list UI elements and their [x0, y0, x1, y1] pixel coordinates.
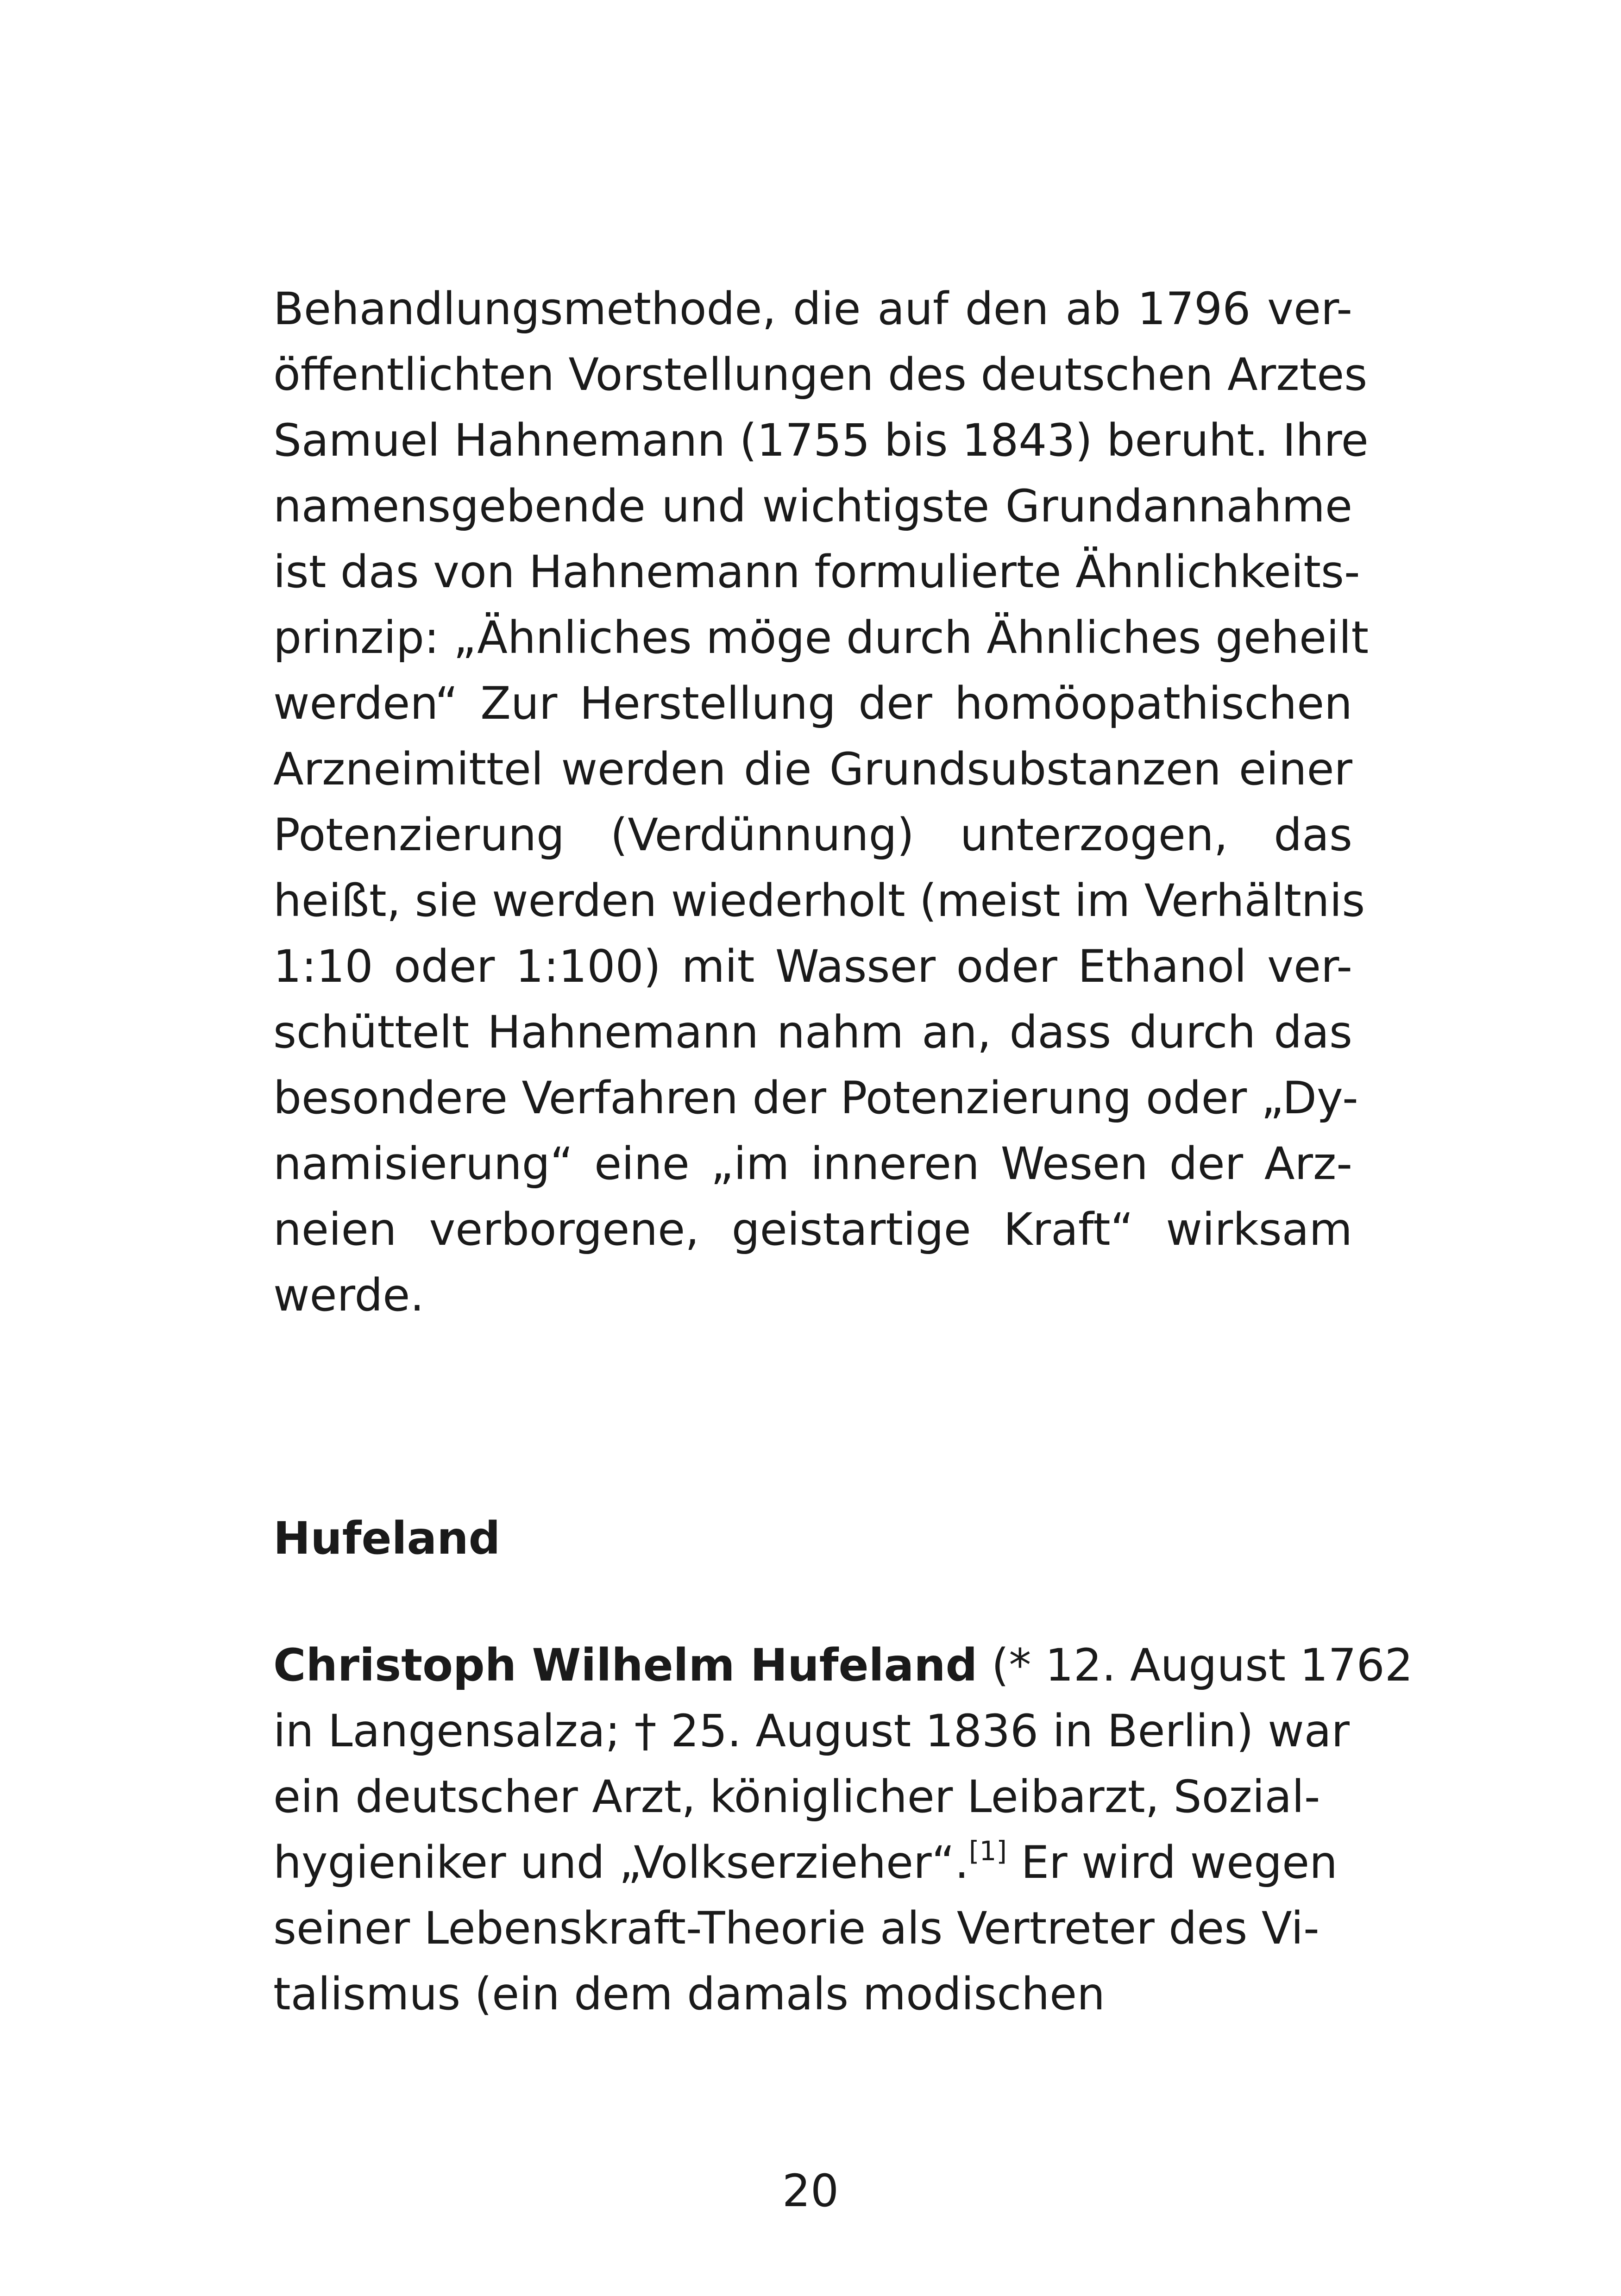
text-line: Behandlungsmethode, die auf den ab 1796 ver- — [273, 283, 1352, 335]
text-line: namensgebende und wichtigste Grundannahme — [273, 480, 1352, 532]
text-line: werde. — [273, 1269, 424, 1321]
text-line — [273, 1632, 1413, 1698]
text-line: seiner Lebenskraft-Theorie als Vertreter des Vi- — [273, 1902, 1319, 1954]
bio-paragraph — [273, 1632, 1413, 2027]
text-line: ist das von Hahnemann formulierte Ähnlichkeits- — [273, 546, 1360, 598]
text-line: heißt, sie werden wiederholt (meist im Verhältnis — [273, 875, 1365, 927]
text-line: talismus (ein dem damals modischen — [273, 1968, 1106, 2020]
text-line: Arzneimittel werden die Grundsubstanzen einer — [273, 743, 1352, 795]
text-line: prinzip: „Ähnliches möge durch Ähnliches geheilt — [273, 612, 1369, 664]
footnote-reference[interactable]: [1] — [968, 1835, 1007, 1867]
text-fragment: Er wird wegen — [1007, 1837, 1338, 1888]
text-fragment: (* 12. August 1762 — [977, 1639, 1413, 1691]
text-line: schüttelt Hahnemann nahm an, dass durch das — [273, 1006, 1352, 1058]
text-line: 1:10 oder 1:100) mit Wasser oder Ethanol ver- — [273, 941, 1352, 992]
text-line: besondere Verfahren der Potenzierung oder „Dy- — [273, 1072, 1358, 1124]
text-line — [273, 1830, 1348, 1895]
text-line: werden“ Zur Herstellung der homöopathischen — [273, 678, 1352, 729]
page-number: 20 — [782, 2165, 839, 2217]
text-line: öffentlichten Vorstellungen des deutschen Arztes — [273, 349, 1368, 401]
text-line: ein deutscher Arzt, königlicher Leibarzt, Sozial- — [273, 1771, 1320, 1823]
text-line: Potenzierung (Verdünnung) unterzogen, das — [273, 809, 1352, 861]
text-line: namisierung“ eine „im inneren Wesen der Arz- — [273, 1138, 1352, 1190]
text-line: neien verborgene, geistartige Kraft“ wirksam — [273, 1204, 1352, 1255]
intro-paragraph — [273, 276, 1369, 1328]
person-name: Christoph Wilhelm Hufeland — [273, 1639, 978, 1691]
section-heading: Hufeland — [273, 1512, 501, 1564]
text-line: in Langensalza; † 25. August 1836 in Berlin) war — [273, 1705, 1350, 1757]
text-fragment: hygieniker und „Volkserzieher“. — [273, 1837, 969, 1888]
text-line: Samuel Hahnemann (1755 bis 1843) beruht. Ihre — [273, 414, 1369, 466]
